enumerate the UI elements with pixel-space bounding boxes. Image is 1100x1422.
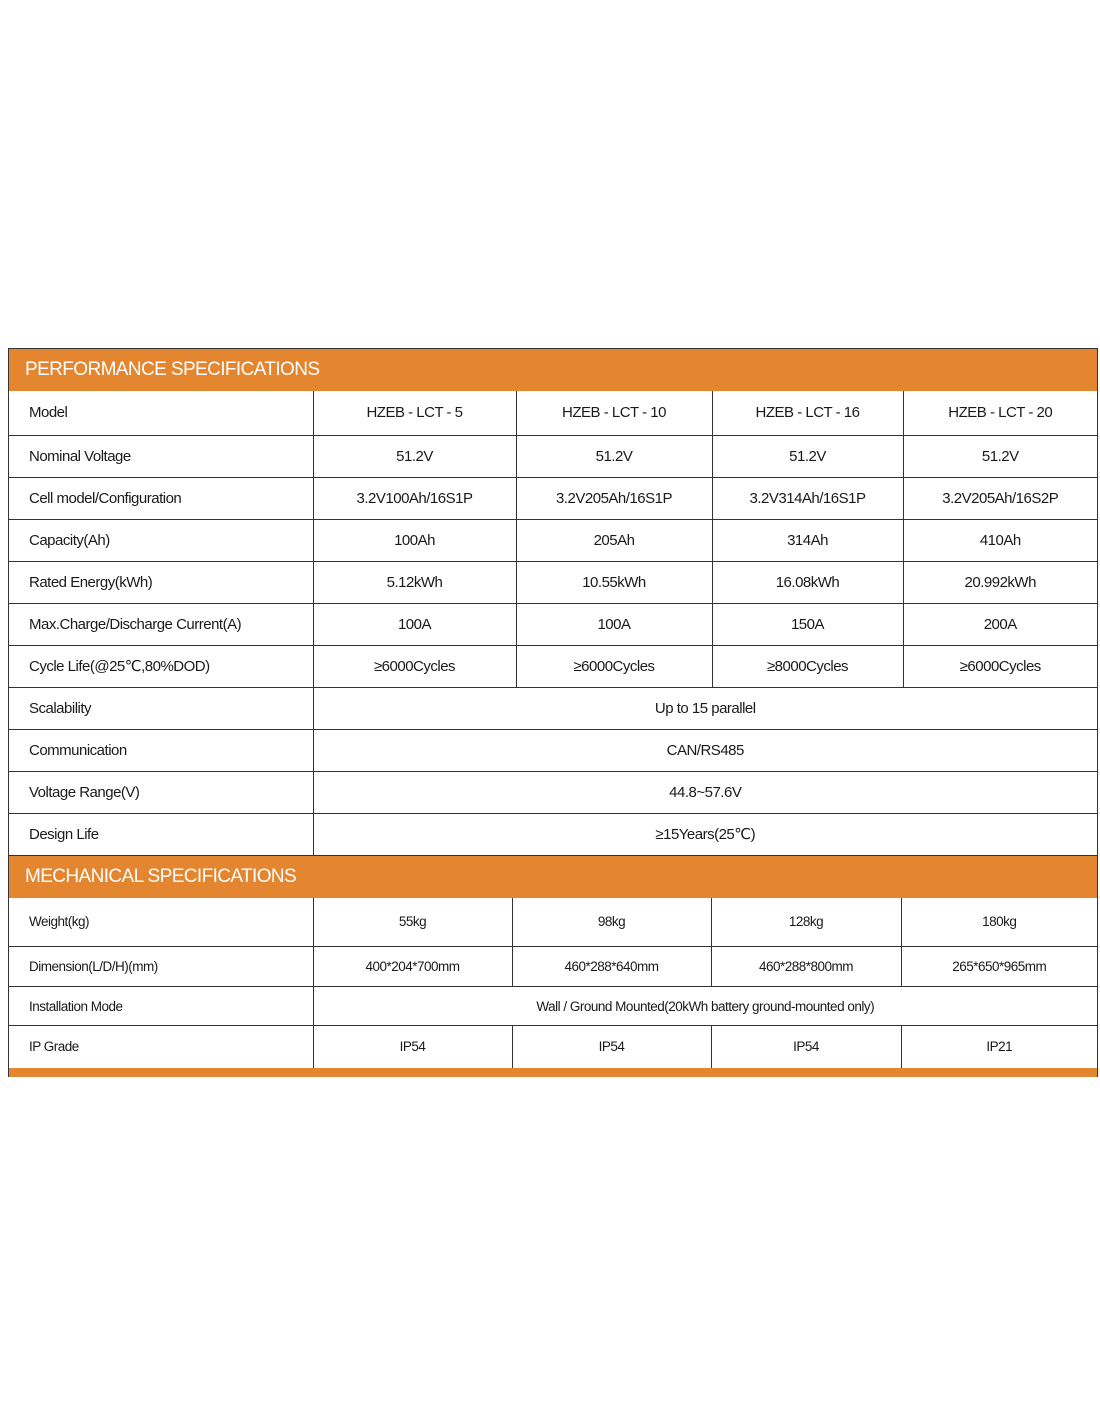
mechanical-table bbox=[9, 898, 1097, 1068]
row-cycle-life bbox=[9, 645, 1097, 687]
cell-value: 51.2V bbox=[712, 435, 903, 477]
cell-value: 100Ah bbox=[313, 519, 516, 561]
row-label: Capacity(Ah) bbox=[9, 519, 313, 561]
row-model bbox=[9, 391, 1097, 435]
cell-value: IP21 bbox=[901, 1026, 1097, 1068]
row-label: Installation Mode bbox=[9, 987, 313, 1026]
row-label: Weight(kg) bbox=[9, 898, 313, 947]
cell-value: 51.2V bbox=[313, 435, 516, 477]
row-label: IP Grade bbox=[9, 1026, 313, 1068]
performance-header: PERFORMANCE SPECIFICATIONS bbox=[9, 349, 1097, 391]
cell-value: 3.2V314Ah/16S1P bbox=[712, 477, 903, 519]
cell-value: 51.2V bbox=[516, 435, 712, 477]
row-ip-grade bbox=[9, 1026, 1097, 1068]
cell-value: 460*288*800mm bbox=[711, 947, 901, 987]
cell-value: 400*204*700mm bbox=[313, 947, 512, 987]
cell-value: 200A bbox=[903, 603, 1097, 645]
row-label: Design Life bbox=[9, 813, 313, 855]
cell-value: 98kg bbox=[512, 898, 711, 947]
row-label: Max.Charge/Discharge Current(A) bbox=[9, 603, 313, 645]
cell-value: HZEB - LCT - 16 bbox=[712, 391, 903, 435]
row-label: Voltage Range(V) bbox=[9, 771, 313, 813]
row-max-current bbox=[9, 603, 1097, 645]
row-design-life bbox=[9, 813, 1097, 855]
performance-table bbox=[9, 391, 1097, 856]
cell-value: Wall / Ground Mounted(20kWh battery ground-mounted only) bbox=[313, 987, 1097, 1026]
cell-value: IP54 bbox=[512, 1026, 711, 1068]
row-dimension bbox=[9, 947, 1097, 987]
cell-value: 44.8~57.6V bbox=[313, 771, 1097, 813]
row-nominal-voltage bbox=[9, 435, 1097, 477]
row-label: Rated Energy(kWh) bbox=[9, 561, 313, 603]
row-label: Nominal Voltage bbox=[9, 435, 313, 477]
cell-value: ≥8000Cycles bbox=[712, 645, 903, 687]
cell-value: 3.2V205Ah/16S1P bbox=[516, 477, 712, 519]
spec-sheet bbox=[8, 348, 1098, 1077]
row-label: Model bbox=[9, 391, 313, 435]
row-cell-model bbox=[9, 477, 1097, 519]
cell-value: 100A bbox=[516, 603, 712, 645]
cell-value: 460*288*640mm bbox=[512, 947, 711, 987]
row-weight bbox=[9, 898, 1097, 947]
cell-value: 51.2V bbox=[903, 435, 1097, 477]
mechanical-header: MECHANICAL SPECIFICATIONS bbox=[9, 856, 1097, 898]
cell-value: 150A bbox=[712, 603, 903, 645]
bottom-accent-bar bbox=[9, 1068, 1097, 1077]
cell-value: HZEB - LCT - 10 bbox=[516, 391, 712, 435]
cell-value: IP54 bbox=[711, 1026, 901, 1068]
cell-value: 100A bbox=[313, 603, 516, 645]
cell-value: 16.08kWh bbox=[712, 561, 903, 603]
cell-value: HZEB - LCT - 20 bbox=[903, 391, 1097, 435]
cell-value: 410Ah bbox=[903, 519, 1097, 561]
cell-value: 5.12kWh bbox=[313, 561, 516, 603]
cell-value: 10.55kWh bbox=[516, 561, 712, 603]
row-communication bbox=[9, 729, 1097, 771]
cell-value: 180kg bbox=[901, 898, 1097, 947]
cell-value: 205Ah bbox=[516, 519, 712, 561]
cell-value: 314Ah bbox=[712, 519, 903, 561]
cell-value: 20.992kWh bbox=[903, 561, 1097, 603]
row-label: Cycle Life(@25℃,80%DOD) bbox=[9, 645, 313, 687]
cell-value: ≥6000Cycles bbox=[313, 645, 516, 687]
row-label: Communication bbox=[9, 729, 313, 771]
row-rated-energy bbox=[9, 561, 1097, 603]
cell-value: Up to 15 parallel bbox=[313, 687, 1097, 729]
cell-value: 128kg bbox=[711, 898, 901, 947]
row-voltage-range bbox=[9, 771, 1097, 813]
cell-value: 55kg bbox=[313, 898, 512, 947]
cell-value: CAN/RS485 bbox=[313, 729, 1097, 771]
row-scalability bbox=[9, 687, 1097, 729]
cell-value: IP54 bbox=[313, 1026, 512, 1068]
cell-value: ≥6000Cycles bbox=[903, 645, 1097, 687]
cell-value: 265*650*965mm bbox=[901, 947, 1097, 987]
row-installation-mode bbox=[9, 987, 1097, 1026]
cell-value: ≥15Years(25℃) bbox=[313, 813, 1097, 855]
cell-value: ≥6000Cycles bbox=[516, 645, 712, 687]
cell-value: HZEB - LCT - 5 bbox=[313, 391, 516, 435]
row-label: Dimension(L/D/H)(mm) bbox=[9, 947, 313, 987]
row-label: Cell model/Configuration bbox=[9, 477, 313, 519]
row-capacity bbox=[9, 519, 1097, 561]
row-label: Scalability bbox=[9, 687, 313, 729]
cell-value: 3.2V205Ah/16S2P bbox=[903, 477, 1097, 519]
cell-value: 3.2V100Ah/16S1P bbox=[313, 477, 516, 519]
